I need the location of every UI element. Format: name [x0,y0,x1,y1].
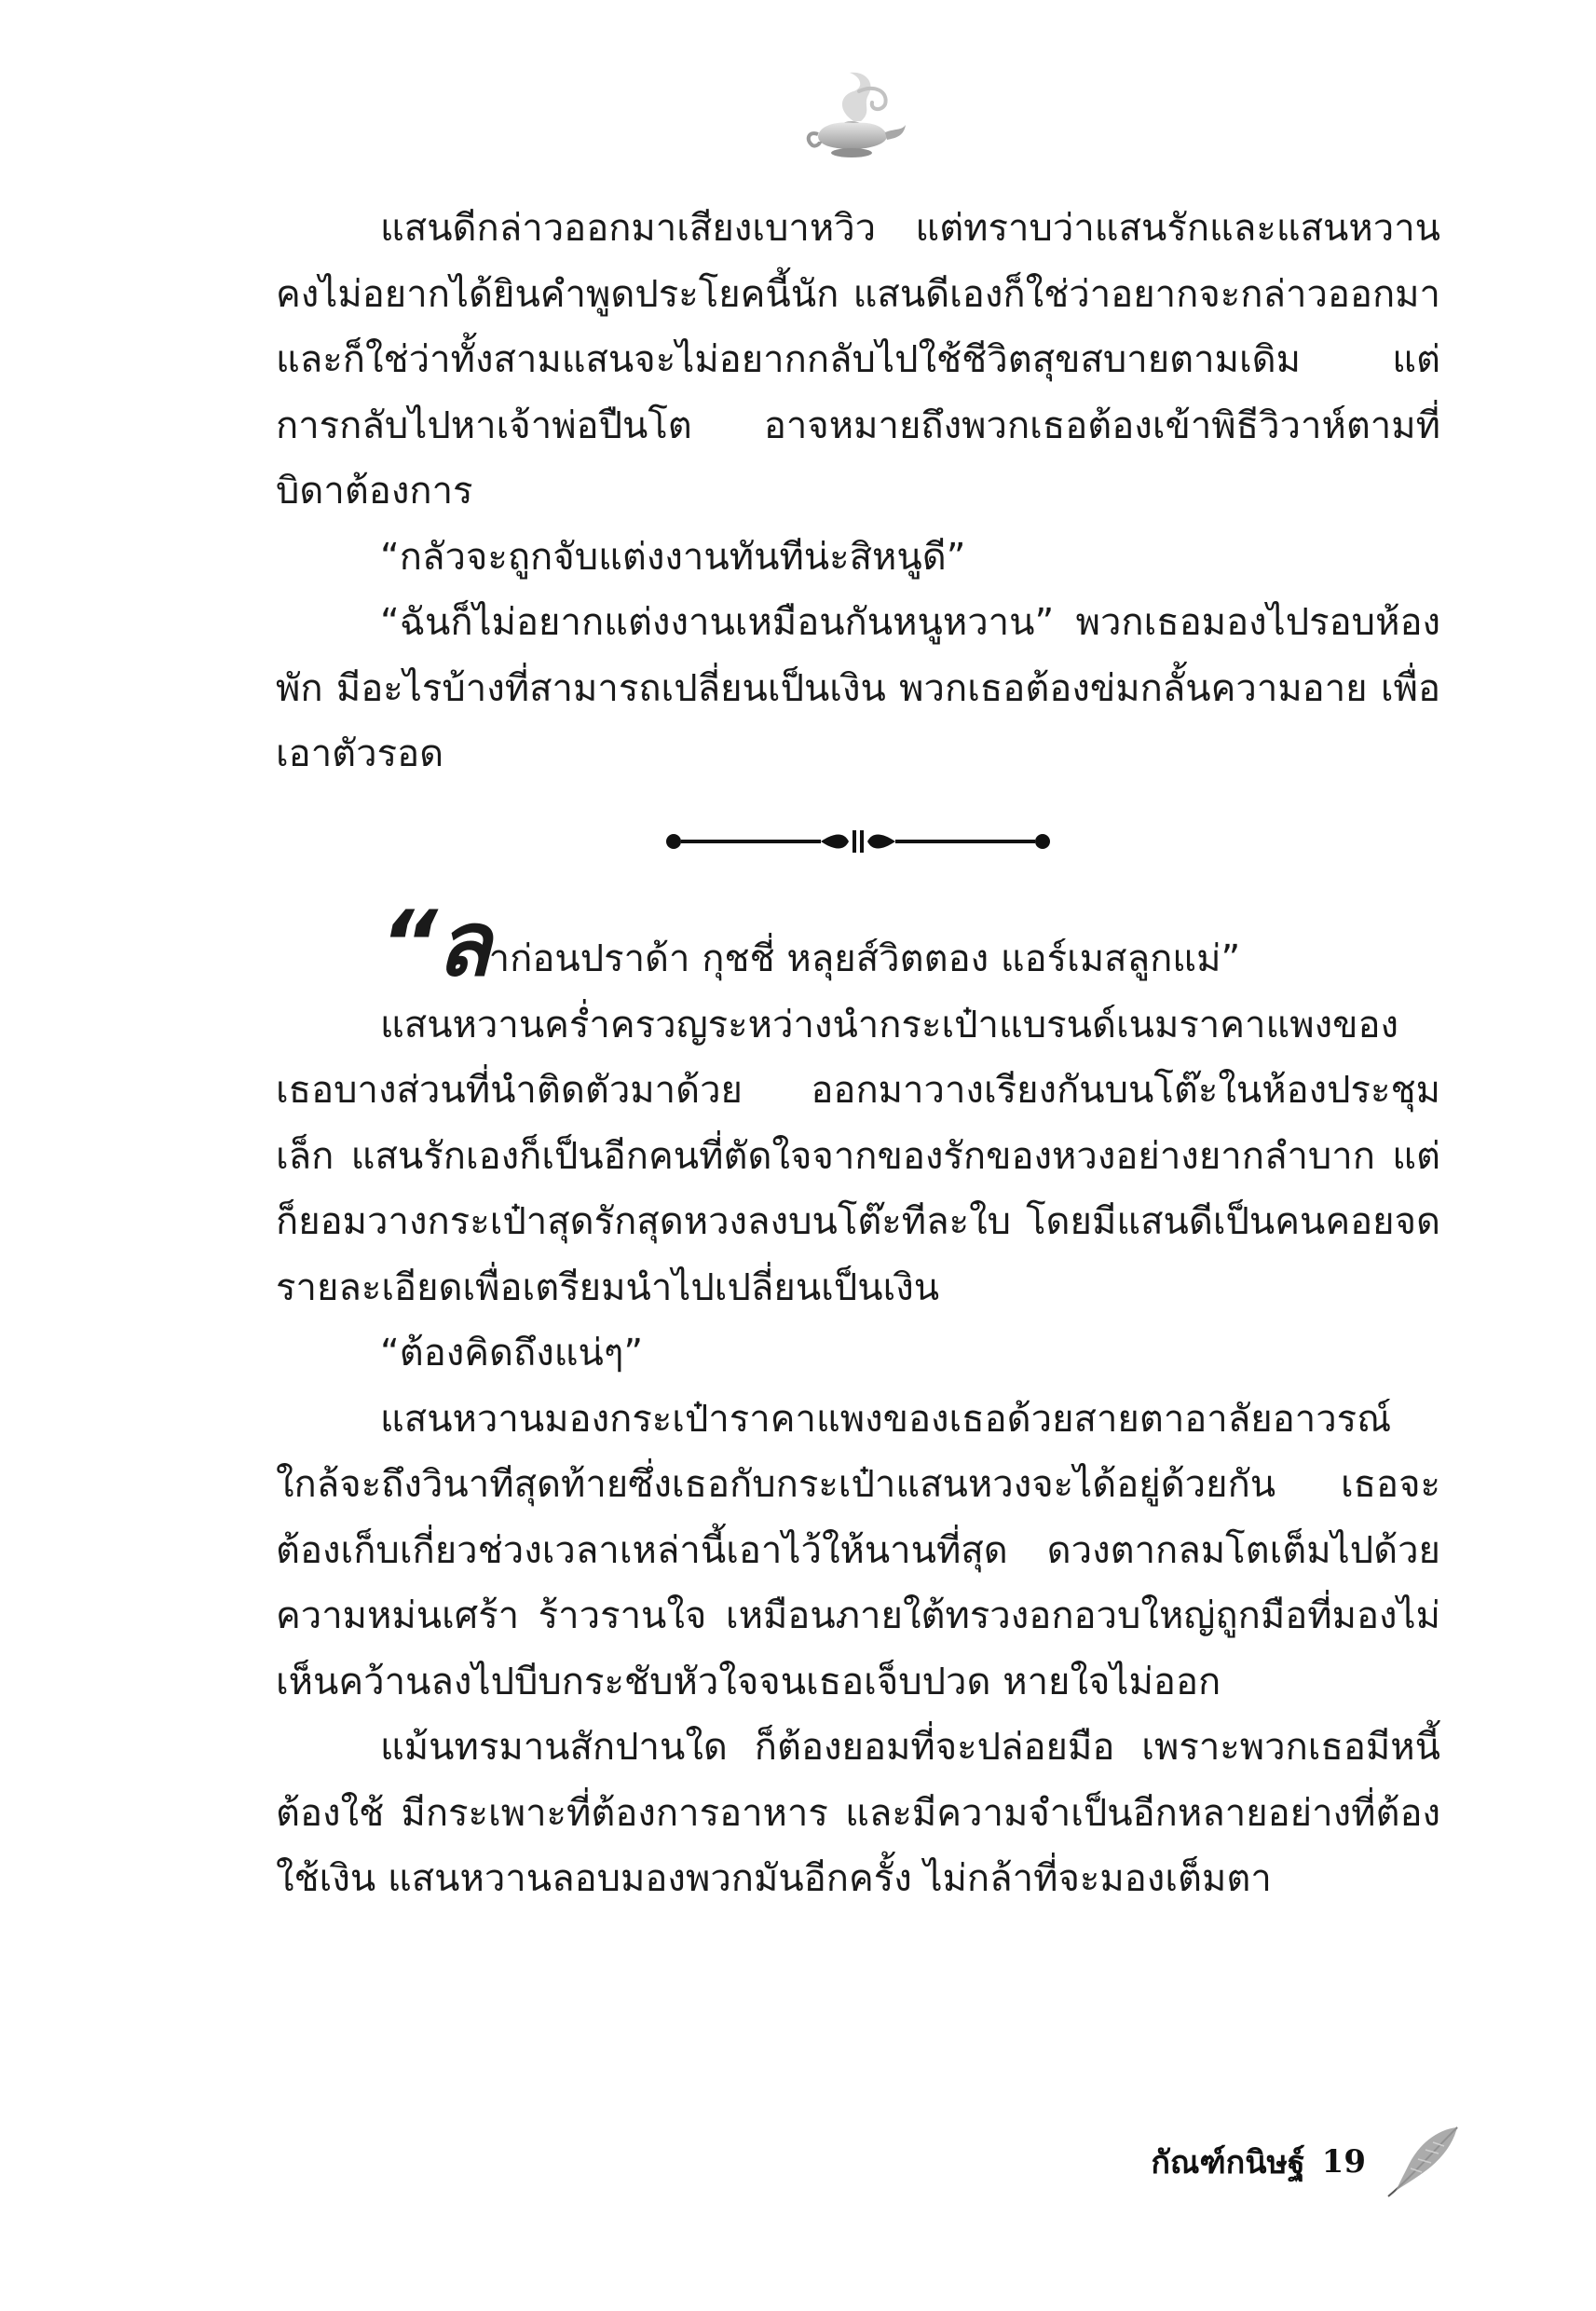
dropcap-rest: าก่อนปราด้า กุชชี่ หลุยส์วิตตอง แอร์เมสลูกแม่” [488,937,1241,980]
paragraph: แสนหวานคร่ำครวญระหว่างนำกระเป๋าแบรนด์เนมราคาแพงของเธอบางส่วนที่นำติดตัวมาด้วย ออกมาวางเรียงกันบนโต๊ะในห้องประชุมเล็ก แสนรักเองก็เป็นอีกคนที่ตัดใจจากของรักของหวงอย่างยากลำบาก แต่ก็ยอมวางกระเป๋าสุดรักสุดหวงลงบนโต๊ะทีละใบ โดยมีแสนดีเป็นคนคอยจดรายละเอียดเพื่อเตรียมนำไปเปลี่ยนเป็นเงิน [276,1003,1440,1309]
genie-lamp-icon [799,63,911,166]
quill-feather-icon [1383,2122,1463,2202]
dropcap-paragraph [276,891,1440,996]
page-footer [1071,2120,1463,2204]
book-title: กัณฑ์กนิษฐ์ [1151,2144,1305,2181]
body-text [276,196,1440,1912]
paragraph: แสนดีกล่าวออกมาเสียงเบาหวิว แต่ทราบว่าแสนรักและแสนหวานคงไม่อยากได้ยินคำพูดประโยคนี้นัก แสนดีเองก็ใช่ว่าอยากจะกล่าวออกมา และก็ใช่ว่าทั้งสามแสนจะไม่อยากกลับไปใช้ชีวิตสุขสบายตามเดิม แต่การกลับไปหาเจ้าพ่อปืนโต อาจหมายถึงพวกเธอต้องเข้าพิธีวิวาห์ตามที่บิดาต้องการ [276,207,1440,513]
paragraph: “ต้องคิดถึงแน่ๆ” [380,1332,644,1374]
paragraph: แม้นทรมานสักปานใด ก็ต้องยอมที่จะปล่อยมือ เพราะพวกเธอมีหนี้ต้องใช้ มีกระเพาะที่ต้องการอาหาร และมีความจำเป็นอีกหลายอย่างที่ต้องใช้เงิน แสนหวานลอบมองพวกมันอีกครั้ง ไม่กล้าที่จะมองเต็มตา [276,1726,1440,1900]
paragraph: “กลัวจะถูกจับแต่งงานทันทีน่ะสิหนูดี” [380,535,966,579]
section-divider [276,787,1440,896]
page-number: 19 [1321,2143,1366,2181]
paragraph: แสนหวานมองกระเป๋าราคาแพงของเธอด้วยสายตาอาลัยอาวรณ์ ใกล้จะถึงวินาทีสุดท้ายซึ่งเธอกับกระเป๋าแสนหวงจะได้อยู่ด้วยกัน เธอจะต้องเก็บเกี่ยวช่วงเวลาเหล่านี้เอาไว้ให้นานที่สุด ดวงตากลมโตเต็มไปด้วยความหม่นเศร้า ร้าวรานใจ เหมือนภายใต้ทรวงอกอวบใหญ่ถูกมือที่มองไม่เห็นคว้านลงไปบีบกระชับหัวใจจนเธอเจ็บปวด หายใจไม่ออก [276,1397,1440,1703]
dropcap-letter: ล [435,891,489,996]
dropcap-quote: “ [380,891,436,996]
ornamental-divider-icon [662,823,1054,860]
paragraph: “ฉันก็ไม่อยากแต่งงานเหมือนกันหนูหวาน” พวกเธอมองไปรอบห้องพัก มีอะไรบ้างที่สามารถเปลี่ยนเป็นเงิน พวกเธอต้องข่มกลั้นความอาย เพื่อเอาตัวรอด [276,601,1440,775]
